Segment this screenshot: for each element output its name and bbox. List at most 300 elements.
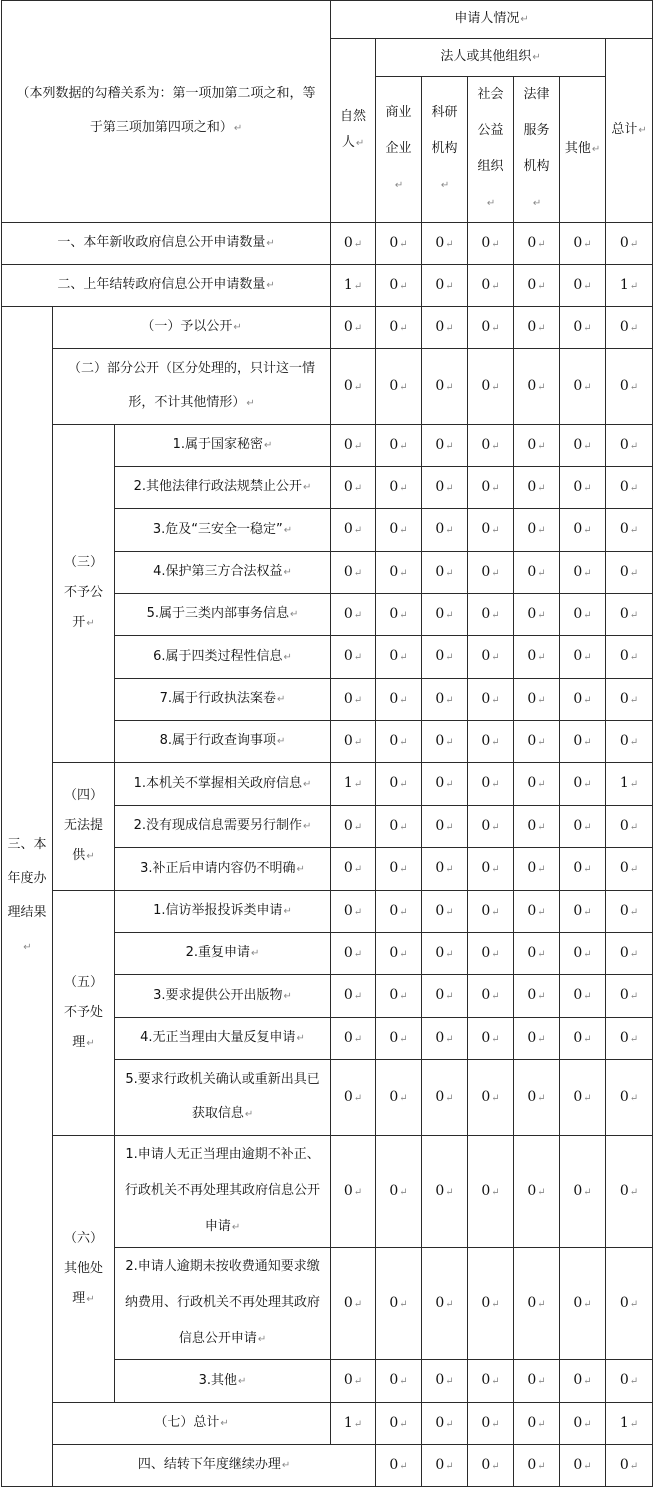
value-cell: 0↵ xyxy=(376,1136,422,1248)
paragraph-mark: ↵ xyxy=(629,1092,639,1104)
header-note: （本列数据的勾稽关系为：第一项加第二项之和，等于第三项加第四项之和）↵ xyxy=(2,1,331,223)
value-cell: 0↵ xyxy=(560,1248,606,1360)
value-cell: 0↵ xyxy=(560,425,606,467)
paragraph-mark: ↵ xyxy=(445,525,454,536)
paragraph-mark: ↵ xyxy=(231,1222,241,1233)
value-cell: 1↵ xyxy=(331,763,376,806)
value-cell: 0↵ xyxy=(376,1018,422,1060)
paragraph-mark: ↵ xyxy=(445,652,454,663)
paragraph-mark: ↵ xyxy=(445,440,454,452)
value-cell: 0↵ xyxy=(376,552,422,594)
paragraph-mark: ↵ xyxy=(491,567,500,579)
value-cell: 0↵ xyxy=(468,1018,514,1060)
value-cell: 0↵ xyxy=(514,763,560,806)
paragraph-mark: ↵ xyxy=(537,440,546,452)
value-cell: 0↵ xyxy=(560,891,606,933)
paragraph-mark: ↵ xyxy=(399,736,408,748)
value-cell: 0↵ xyxy=(514,933,560,975)
paragraph-mark: ↵ xyxy=(629,1376,639,1387)
value-cell: 0↵ xyxy=(422,806,468,848)
paragraph-mark: ↵ xyxy=(399,991,408,1002)
paragraph-mark: ↵ xyxy=(277,694,286,705)
header-legal-service: 法律服务机构↵ xyxy=(514,77,560,223)
value-cell: 0↵ xyxy=(468,1060,514,1136)
value-cell: 0↵ xyxy=(376,467,422,509)
paragraph-mark: ↵ xyxy=(399,652,408,663)
paragraph-mark: ↵ xyxy=(445,238,454,250)
value-cell: 1↵ xyxy=(331,1403,376,1445)
value-cell: 0↵ xyxy=(422,763,468,806)
paragraph-mark: ↵ xyxy=(86,1037,95,1049)
value-cell: 0↵ xyxy=(560,679,606,721)
group-cell-g4: （四）无法提供↵ xyxy=(53,763,115,891)
row-label: 一、本年新收政府信息公开申请数量↵ xyxy=(2,223,331,265)
value-cell: 0↵ xyxy=(331,307,376,349)
paragraph-mark: ↵ xyxy=(303,778,312,790)
value-cell: 0↵ xyxy=(376,806,422,848)
paragraph-mark: ↵ xyxy=(491,525,500,536)
value-cell: 0↵ xyxy=(560,1445,606,1487)
value-cell: 0↵ xyxy=(514,721,560,763)
paragraph-mark: ↵ xyxy=(537,736,546,748)
paragraph-mark: ↵ xyxy=(353,238,363,250)
paragraph-mark: ↵ xyxy=(353,1033,363,1045)
paragraph-mark: ↵ xyxy=(353,1298,363,1310)
table-row xyxy=(2,307,653,349)
table-row xyxy=(2,425,653,467)
paragraph-mark: ↵ xyxy=(445,1186,454,1198)
paragraph-mark: ↵ xyxy=(445,609,454,621)
paragraph-mark: ↵ xyxy=(23,942,32,953)
value-cell: 0↵ xyxy=(606,594,653,636)
value-cell: 0↵ xyxy=(560,933,606,975)
value-cell: 0↵ xyxy=(331,1060,376,1136)
paragraph-mark: ↵ xyxy=(537,525,546,536)
paragraph-mark: ↵ xyxy=(353,482,363,494)
value-cell: 0↵ xyxy=(606,349,653,425)
paragraph-mark: ↵ xyxy=(283,990,292,1002)
paragraph-mark: ↵ xyxy=(399,381,408,393)
paragraph-mark: ↵ xyxy=(238,1375,247,1387)
paragraph-mark: ↵ xyxy=(491,322,500,334)
value-cell: 0↵ xyxy=(560,721,606,763)
value-cell: 0↵ xyxy=(376,891,422,933)
value-cell: 0↵ xyxy=(606,552,653,594)
paragraph-mark: ↵ xyxy=(445,1460,454,1472)
value-cell: 0↵ xyxy=(422,636,468,679)
paragraph-mark: ↵ xyxy=(583,381,592,393)
paragraph-mark: ↵ xyxy=(353,609,363,621)
paragraph-mark: ↵ xyxy=(353,736,363,748)
paragraph-mark: ↵ xyxy=(491,906,500,918)
paragraph-mark: ↵ xyxy=(445,322,454,334)
value-cell: 1↵ xyxy=(331,265,376,307)
paragraph-mark: ↵ xyxy=(629,864,639,875)
value-cell: 0↵ xyxy=(606,509,653,552)
paragraph-mark: ↵ xyxy=(583,1460,592,1472)
paragraph-mark: ↵ xyxy=(629,948,639,960)
row-label: 2.其他法律行政法规禁止公开↵ xyxy=(115,467,331,509)
value-cell: 0↵ xyxy=(376,933,422,975)
paragraph-mark: ↵ xyxy=(233,322,242,333)
value-cell: 0↵ xyxy=(468,679,514,721)
value-cell: 0↵ xyxy=(514,1060,560,1136)
row-label: 1.信访举报投诉类申请↵ xyxy=(115,891,331,933)
value-cell: 0↵ xyxy=(514,594,560,636)
value-cell: 0↵ xyxy=(422,1248,468,1360)
paragraph-mark: ↵ xyxy=(353,280,363,292)
value-cell: 0↵ xyxy=(422,975,468,1018)
value-cell: 0↵ xyxy=(560,1060,606,1136)
paragraph-mark: ↵ xyxy=(537,238,546,250)
value-cell: 0↵ xyxy=(606,1060,653,1136)
value-cell: 0↵ xyxy=(514,509,560,552)
value-cell: 0↵ xyxy=(422,223,468,265)
paragraph-mark: ↵ xyxy=(399,1376,408,1387)
paragraph-mark: ↵ xyxy=(583,1092,592,1104)
row-label: 4.保护第三方合法权益↵ xyxy=(115,552,331,594)
row-label: 1.申请人无正当理由逾期不补正、行政机关不再处理其政府信息公开申请↵ xyxy=(115,1136,331,1248)
paragraph-mark: ↵ xyxy=(491,482,500,494)
value-cell: 0↵ xyxy=(468,806,514,848)
value-cell: 0↵ xyxy=(514,891,560,933)
value-cell: 0↵ xyxy=(606,679,653,721)
paragraph-mark: ↵ xyxy=(445,381,454,393)
value-cell: 0↵ xyxy=(331,223,376,265)
paragraph-mark: ↵ xyxy=(583,238,592,250)
paragraph-mark: ↵ xyxy=(353,440,363,452)
value-cell: 0↵ xyxy=(376,975,422,1018)
row-label: 2.没有现成信息需要另行制作↵ xyxy=(115,806,331,848)
paragraph-mark: ↵ xyxy=(445,482,454,494)
row-label: （七）总计↵ xyxy=(53,1403,331,1445)
paragraph-mark: ↵ xyxy=(583,864,592,875)
paragraph-mark: ↵ xyxy=(629,906,639,918)
paragraph-mark: ↵ xyxy=(353,1186,363,1198)
group-cell-g6: （六）其他处理↵ xyxy=(53,1136,115,1403)
paragraph-mark: ↵ xyxy=(353,322,363,334)
paragraph-mark: ↵ xyxy=(537,567,546,579)
value-cell: 0↵ xyxy=(468,1248,514,1360)
paragraph-mark: ↵ xyxy=(445,1092,454,1104)
paragraph-mark: ↵ xyxy=(583,694,592,706)
paragraph-mark: ↵ xyxy=(583,948,592,960)
value-cell: 0↵ xyxy=(514,1360,560,1403)
value-cell: 0↵ xyxy=(422,1403,468,1445)
value-cell: 0↵ xyxy=(560,1360,606,1403)
value-cell: 0↵ xyxy=(331,349,376,425)
paragraph-mark: ↵ xyxy=(491,1418,500,1430)
paragraph-mark: ↵ xyxy=(281,1460,291,1471)
paragraph-mark: ↵ xyxy=(583,1186,592,1198)
paragraph-mark: ↵ xyxy=(86,851,95,862)
paragraph-mark: ↵ xyxy=(353,694,363,706)
paragraph-mark: ↵ xyxy=(629,1418,639,1430)
value-cell: 0↵ xyxy=(606,223,653,265)
value-cell: 0↵ xyxy=(376,223,422,265)
paragraph-mark: ↵ xyxy=(266,238,275,249)
paragraph-mark: ↵ xyxy=(399,864,408,875)
paragraph-mark: ↵ xyxy=(537,1460,546,1472)
paragraph-mark: ↵ xyxy=(353,1376,363,1387)
value-cell: 0↵ xyxy=(560,552,606,594)
value-cell: 0↵ xyxy=(606,806,653,848)
value-cell: 0↵ xyxy=(468,1445,514,1487)
paragraph-mark: ↵ xyxy=(583,779,592,790)
value-cell: 0↵ xyxy=(422,509,468,552)
value-cell: 0↵ xyxy=(468,1360,514,1403)
value-cell: 0↵ xyxy=(376,425,422,467)
value-cell: 0↵ xyxy=(468,307,514,349)
paragraph-mark: ↵ xyxy=(629,381,639,393)
paragraph-mark: ↵ xyxy=(629,821,639,833)
paragraph-mark: ↵ xyxy=(629,652,639,663)
value-cell: 0↵ xyxy=(468,848,514,891)
paragraph-mark: ↵ xyxy=(537,1033,546,1045)
value-cell: 0↵ xyxy=(514,552,560,594)
value-cell: 0↵ xyxy=(514,1136,560,1248)
value-cell: 0↵ xyxy=(376,594,422,636)
paragraph-mark: ↵ xyxy=(399,779,408,790)
paragraph-mark: ↵ xyxy=(629,280,639,292)
value-cell: 0↵ xyxy=(331,975,376,1018)
paragraph-mark: ↵ xyxy=(491,1298,500,1310)
value-cell: 0↵ xyxy=(468,552,514,594)
paragraph-mark: ↵ xyxy=(537,948,546,960)
paragraph-mark: ↵ xyxy=(353,779,363,790)
value-cell: 0↵ xyxy=(376,763,422,806)
value-cell: 0↵ xyxy=(560,223,606,265)
paragraph-mark: ↵ xyxy=(583,1298,592,1310)
value-cell: 0↵ xyxy=(606,848,653,891)
paragraph-mark: ↵ xyxy=(491,609,500,621)
value-cell: 0↵ xyxy=(606,636,653,679)
value-cell: 0↵ xyxy=(376,679,422,721)
value-cell: 0↵ xyxy=(331,509,376,552)
value-cell: 0↵ xyxy=(422,721,468,763)
row-label: 1.属于国家秘密↵ xyxy=(115,425,331,467)
table-row xyxy=(2,1403,653,1445)
paragraph-mark: ↵ xyxy=(491,381,500,393)
row-label: （二）部分公开（区分处理的，只计这一情形，不计其他情形）↵ xyxy=(53,349,331,425)
value-cell: 0↵ xyxy=(514,1445,560,1487)
value-cell: 0↵ xyxy=(514,848,560,891)
paragraph-mark: ↵ xyxy=(290,609,299,620)
value-cell: 0↵ xyxy=(376,509,422,552)
group-cell-g3: （三）不予公开↵ xyxy=(53,425,115,763)
row-label: 5.属于三类内部事务信息↵ xyxy=(115,594,331,636)
value-cell: 1↵ xyxy=(606,763,653,806)
table-body xyxy=(2,1,653,1487)
value-cell: 0↵ xyxy=(376,265,422,307)
value-cell: 0↵ xyxy=(606,1248,653,1360)
paragraph-mark: ↵ xyxy=(399,567,408,579)
row-label: 6.属于四类过程性信息↵ xyxy=(115,636,331,679)
value-cell: 0↵ xyxy=(468,975,514,1018)
paragraph-mark: ↵ xyxy=(399,1298,408,1310)
paragraph-mark: ↵ xyxy=(583,736,592,748)
paragraph-mark: ↵ xyxy=(399,821,408,833)
paragraph-mark: ↵ xyxy=(399,322,408,334)
value-cell: 0↵ xyxy=(606,425,653,467)
value-cell: 0↵ xyxy=(331,933,376,975)
paragraph-mark: ↵ xyxy=(537,1376,546,1387)
paragraph-mark: ↵ xyxy=(491,1460,500,1472)
value-cell: 0↵ xyxy=(422,265,468,307)
value-cell: 0↵ xyxy=(560,509,606,552)
header-other: 其他↵ xyxy=(560,77,606,223)
paragraph-mark: ↵ xyxy=(491,948,500,960)
value-cell: 0↵ xyxy=(468,509,514,552)
value-cell: 0↵ xyxy=(560,307,606,349)
paragraph-mark: ↵ xyxy=(629,694,639,706)
value-cell: 0↵ xyxy=(468,1403,514,1445)
paragraph-mark: ↵ xyxy=(399,906,408,918)
paragraph-mark: ↵ xyxy=(353,948,363,960)
paragraph-mark: ↵ xyxy=(491,1092,500,1104)
value-cell: 0↵ xyxy=(331,636,376,679)
value-cell: 0↵ xyxy=(422,1360,468,1403)
paragraph-mark: ↵ xyxy=(491,694,500,706)
value-cell: 0↵ xyxy=(422,307,468,349)
paragraph-mark: ↵ xyxy=(583,482,592,494)
paragraph-mark: ↵ xyxy=(537,322,546,334)
group-cell-section3: 三、本年度办理结果↵ xyxy=(2,307,53,1487)
value-cell: 0↵ xyxy=(560,1136,606,1248)
row-label: 5.要求行政机关确认或重新出具已获取信息↵ xyxy=(115,1060,331,1136)
value-cell: 0↵ xyxy=(422,349,468,425)
paragraph-mark: ↵ xyxy=(445,948,454,960)
value-cell: 0↵ xyxy=(331,425,376,467)
paragraph-mark: ↵ xyxy=(583,1033,592,1045)
paragraph-mark: ↵ xyxy=(353,567,363,579)
paragraph-mark: ↵ xyxy=(537,821,546,833)
paragraph-mark: ↵ xyxy=(491,1186,500,1198)
value-cell: 0↵ xyxy=(560,1403,606,1445)
row-label: 8.属于行政查询事项↵ xyxy=(115,721,331,763)
paragraph-mark: ↵ xyxy=(266,280,275,291)
paragraph-mark: ↵ xyxy=(583,609,592,621)
value-cell: 0↵ xyxy=(606,467,653,509)
paragraph-mark: ↵ xyxy=(537,609,546,621)
value-cell: 0↵ xyxy=(468,1136,514,1248)
paragraph-mark: ↵ xyxy=(491,736,500,748)
paragraph-mark: ↵ xyxy=(583,525,592,536)
table-row xyxy=(2,265,653,307)
row-label: 3.危及“三安全一稳定”↵ xyxy=(115,509,331,552)
paragraph-mark: ↵ xyxy=(277,736,286,747)
paragraph-mark: ↵ xyxy=(353,1092,363,1104)
table-row xyxy=(2,763,653,806)
row-label: 7.属于行政执法案卷↵ xyxy=(115,679,331,721)
value-cell: 0↵ xyxy=(468,891,514,933)
value-cell: 0↵ xyxy=(514,265,560,307)
paragraph-mark: ↵ xyxy=(399,525,408,536)
value-cell: 0↵ xyxy=(331,721,376,763)
paragraph-mark: ↵ xyxy=(445,1418,454,1430)
paragraph-mark: ↵ xyxy=(353,864,363,875)
paragraph-mark: ↵ xyxy=(246,398,255,409)
paragraph-mark: ↵ xyxy=(491,821,500,833)
paragraph-mark: ↵ xyxy=(537,694,546,706)
paragraph-mark: ↵ xyxy=(445,736,454,748)
row-label: 1.本机关不掌握相关政府信息↵ xyxy=(115,763,331,806)
paragraph-mark: ↵ xyxy=(537,652,546,663)
row-label: 2.重复申请↵ xyxy=(115,933,331,975)
value-cell: 0↵ xyxy=(560,265,606,307)
value-cell: 0↵ xyxy=(560,1018,606,1060)
value-cell: 0↵ xyxy=(422,425,468,467)
value-cell: 0↵ xyxy=(560,975,606,1018)
table-row xyxy=(2,349,653,425)
paragraph-mark: ↵ xyxy=(353,991,363,1002)
paragraph-mark: ↵ xyxy=(537,280,546,292)
row-label: 四、结转下年度继续办理↵ xyxy=(53,1445,376,1487)
value-cell: 0↵ xyxy=(422,1060,468,1136)
paragraph-mark: ↵ xyxy=(629,1460,639,1472)
paragraph-mark: ↵ xyxy=(399,440,408,452)
value-cell: 0↵ xyxy=(560,806,606,848)
value-cell: 0↵ xyxy=(560,636,606,679)
row-label: 3.其他↵ xyxy=(115,1360,331,1403)
value-cell: 0↵ xyxy=(514,467,560,509)
paragraph-mark: ↵ xyxy=(629,779,639,790)
paragraph-mark: ↵ xyxy=(399,280,408,292)
paragraph-mark: ↵ xyxy=(445,694,454,706)
paragraph-mark: ↵ xyxy=(629,482,639,494)
paragraph-mark: ↵ xyxy=(537,1092,546,1104)
paragraph-mark: ↵ xyxy=(399,238,408,250)
paragraph-mark: ↵ xyxy=(233,123,243,134)
paragraph-mark: ↵ xyxy=(86,618,95,629)
value-cell: 0↵ xyxy=(422,679,468,721)
value-cell: 0↵ xyxy=(376,349,422,425)
row-label: 2.申请人逾期未按收费通知要求缴纳费用、行政机关不再处理其政府信息公开申请↵ xyxy=(115,1248,331,1360)
paragraph-mark: ↵ xyxy=(220,1418,229,1429)
paragraph-mark: ↵ xyxy=(445,567,454,579)
value-cell: 0↵ xyxy=(422,933,468,975)
paragraph-mark: ↵ xyxy=(629,1298,639,1310)
paragraph-mark: ↵ xyxy=(399,948,408,960)
row-label: 4.无正当理由大量反复申请↵ xyxy=(115,1018,331,1060)
paragraph-mark: ↵ xyxy=(353,906,363,918)
paragraph-mark: ↵ xyxy=(445,906,454,918)
paragraph-mark: ↵ xyxy=(445,1298,454,1310)
paragraph-mark: ↵ xyxy=(399,1033,408,1045)
row-label: 二、上年结转政府信息公开申请数量↵ xyxy=(2,265,331,307)
value-cell: 0↵ xyxy=(422,1018,468,1060)
value-cell: 0↵ xyxy=(514,223,560,265)
value-cell: 0↵ xyxy=(468,265,514,307)
value-cell: 0↵ xyxy=(606,307,653,349)
header-business: 商业企业↵ xyxy=(376,77,422,223)
paragraph-mark: ↵ xyxy=(86,1293,95,1305)
header-natural-person: 自然人↵ xyxy=(331,39,376,223)
disclosure-stats-table xyxy=(1,0,653,1487)
table-row xyxy=(2,891,653,933)
table-row xyxy=(2,1445,653,1487)
paragraph-mark: ↵ xyxy=(399,1460,408,1472)
header-legal-group: 法人或其他组织↵ xyxy=(376,39,606,77)
value-cell: 0↵ xyxy=(331,467,376,509)
value-cell: 0↵ xyxy=(514,975,560,1018)
value-cell: 0↵ xyxy=(514,307,560,349)
paragraph-mark: ↵ xyxy=(491,1033,500,1045)
value-cell: 0↵ xyxy=(606,1360,653,1403)
value-cell: 0↵ xyxy=(331,1136,376,1248)
value-cell: 0↵ xyxy=(422,891,468,933)
value-cell: 0↵ xyxy=(376,1403,422,1445)
